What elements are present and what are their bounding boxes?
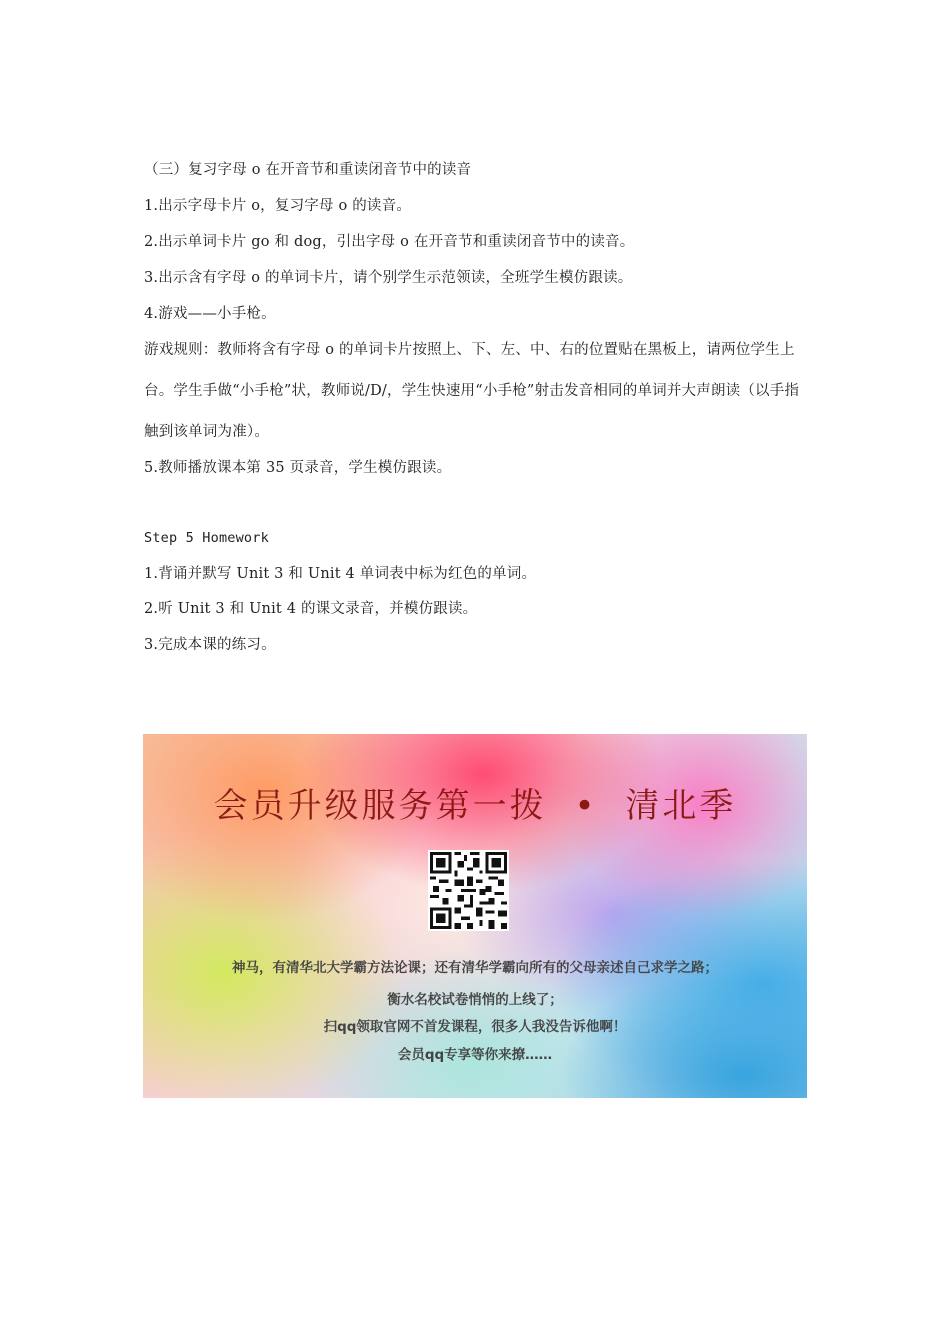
banner-title: 会员升级服务第一拨 • 清北季	[213, 786, 737, 826]
banner-line: 神马，有清华北大学霸方法论课；还有清华学霸向所有的父母亲述自己求学之路；	[232, 960, 718, 976]
list-item: 5.教师播放课本第 35 页录音，学生模仿跟读。	[144, 460, 452, 476]
list-item: 3.出示含有字母 o 的单词卡片，请个别学生示范领读，全班学生模仿跟读。	[144, 270, 633, 286]
banner-line: 衡水名校试卷悄悄的上线了；	[387, 992, 563, 1008]
banner-line: 扫qq领取官网不首发课程，很多人我没告诉他啊！	[323, 1019, 627, 1035]
banner-line: 会员qq专享等你来撩……	[397, 1047, 553, 1063]
promo-banner[interactable]	[143, 734, 807, 1098]
list-item: 1.背诵并默写 Unit 3 和 Unit 4 单词表中标为红色的单词。	[144, 566, 537, 582]
section-heading: （三）复习字母 o 在开音节和重读闭音节中的读音	[144, 162, 472, 178]
list-item: 4.游戏——小手枪。	[144, 306, 276, 322]
game-rules-paragraph: 游戏规则：教师将含有字母 o 的单词卡片按照上、下、左、中、右的位置贴在黑板上，请两位学生上台。学生手做“小手枪”状，教师说/D/，学生快速用“小手枪”射击发音相同的单词并大声朗读（以手指触到该单词为准）。	[144, 342, 800, 440]
list-item: 2.听 Unit 3 和 Unit 4 的课文录音，并模仿跟读。	[144, 601, 478, 617]
qr-code-icon[interactable]	[428, 850, 509, 931]
list-item: 2.出示单词卡片 go 和 dog，引出字母 o 在开音节和重读闭音节中的读音。	[144, 234, 635, 250]
list-item: 1.出示字母卡片 o，复习字母 o 的读音。	[144, 198, 412, 214]
list-item: 3.完成本课的练习。	[144, 637, 276, 653]
step-heading: Step 5 Homework	[144, 530, 269, 546]
